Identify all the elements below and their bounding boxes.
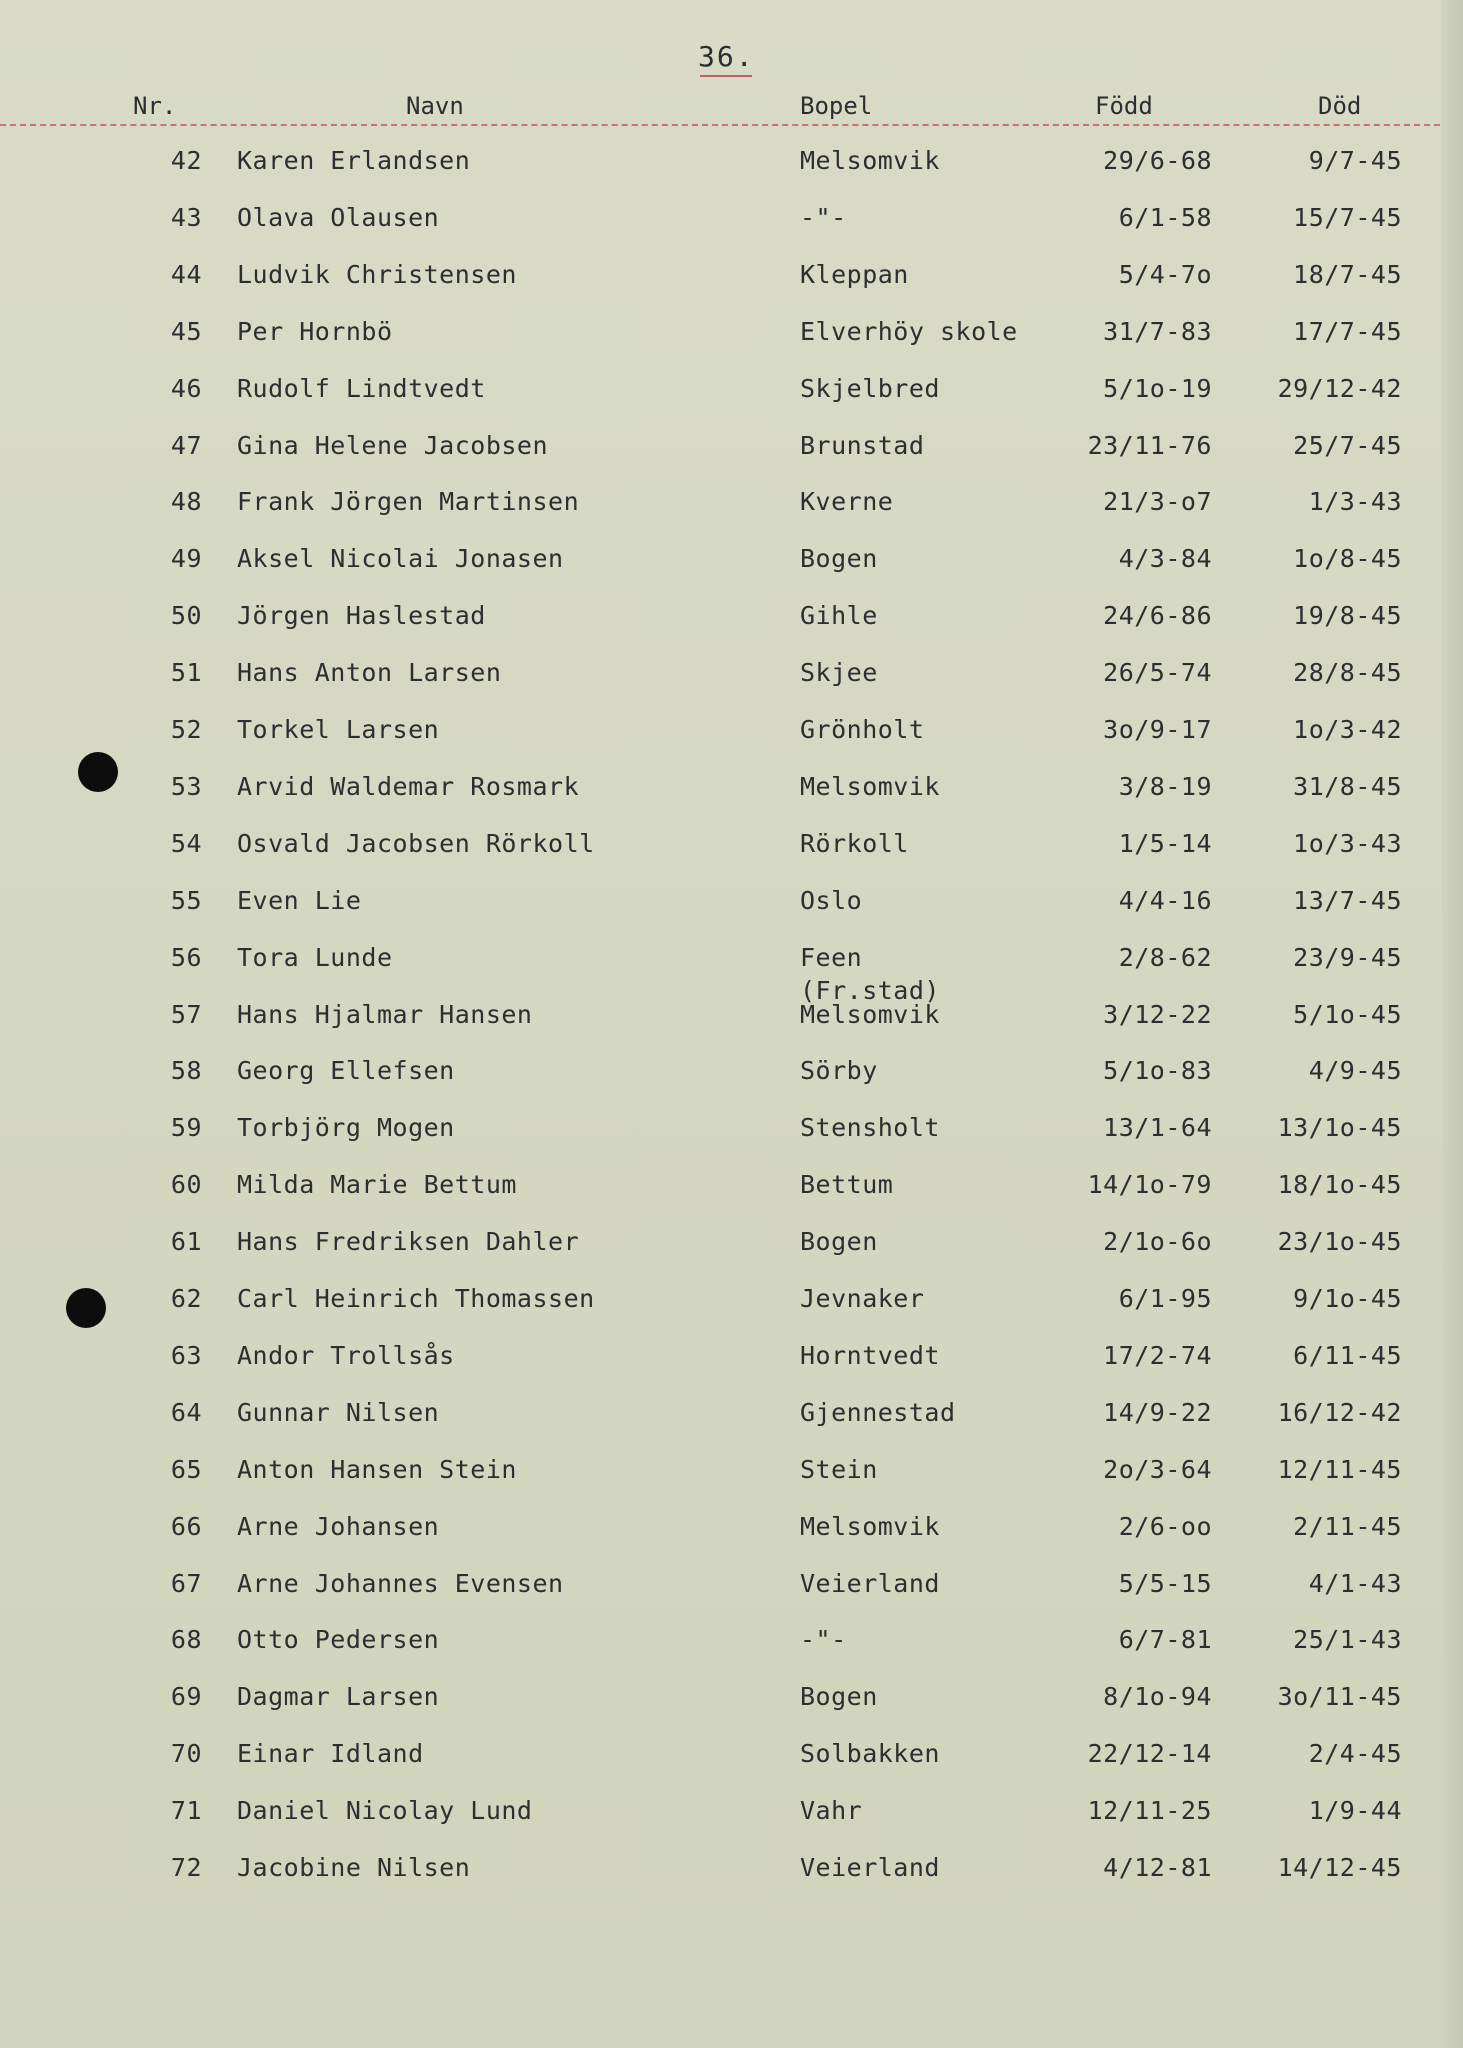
row-dod: 9/7-45 bbox=[1308, 146, 1402, 175]
row-fodt: 17/2-74 bbox=[1103, 1340, 1212, 1370]
row-fodt: 2/8-62 bbox=[1118, 942, 1212, 972]
row-fodt: 5/5-15 bbox=[1118, 1568, 1212, 1598]
row-navn: Per Hornbö bbox=[237, 316, 393, 346]
row-fodt: 31/7-83 bbox=[1103, 316, 1212, 346]
row-fodt: 3/8-19 bbox=[1118, 771, 1212, 801]
table-row bbox=[0, 368, 1463, 408]
row-nr: 53 bbox=[170, 771, 202, 801]
table-row bbox=[0, 1733, 1463, 1773]
row-bopel: Veierland bbox=[800, 1853, 940, 1882]
row-nr: 63 bbox=[170, 1340, 202, 1370]
row-nr: 43 bbox=[170, 202, 202, 232]
table-row bbox=[0, 1278, 1463, 1318]
table-row bbox=[0, 1847, 1463, 1887]
row-bopel: Melsomvik bbox=[800, 999, 940, 1029]
row-bopel: Brunstad bbox=[800, 430, 925, 460]
row-fodt: 12/11-25 bbox=[1087, 1796, 1212, 1826]
row-bopel: Gihle bbox=[800, 601, 878, 631]
row-nr: 44 bbox=[170, 259, 202, 289]
row-navn: Daniel Nicolay Lund bbox=[237, 1796, 533, 1826]
row-navn: Olava Olausen bbox=[237, 202, 440, 232]
row-dod: 28/8-45 bbox=[1293, 658, 1402, 688]
row-fodt: 3o/9-17 bbox=[1103, 715, 1212, 744]
row-dod: 16/12-42 bbox=[1277, 1397, 1402, 1427]
row-bopel: Bettum bbox=[800, 1170, 894, 1200]
table-row bbox=[0, 709, 1463, 749]
row-nr: 42 bbox=[170, 146, 202, 175]
row-nr: 55 bbox=[170, 885, 202, 915]
row-bopel: Melsomvik bbox=[800, 146, 940, 175]
row-navn: Karen Erlandsen bbox=[237, 146, 471, 175]
page-number: 36. bbox=[698, 40, 755, 73]
table-row bbox=[0, 1107, 1463, 1147]
row-nr: 64 bbox=[170, 1397, 202, 1427]
table-row bbox=[0, 425, 1463, 465]
row-dod: 1/9-44 bbox=[1308, 1796, 1402, 1826]
row-fodt: 4/4-16 bbox=[1118, 885, 1212, 915]
row-nr: 68 bbox=[170, 1625, 202, 1655]
row-dod: 13/1o-45 bbox=[1277, 1113, 1402, 1143]
table-row bbox=[0, 1050, 1463, 1090]
row-navn: Osvald Jacobsen Rörkoll bbox=[237, 828, 595, 858]
row-navn: Rudolf Lindtvedt bbox=[237, 373, 486, 403]
row-bopel: Skjelbred bbox=[800, 373, 940, 403]
row-navn: Carl Heinrich Thomassen bbox=[237, 1284, 595, 1313]
header-navn: Navn bbox=[406, 92, 464, 120]
row-fodt: 26/5-74 bbox=[1103, 658, 1212, 688]
row-bopel: -"- bbox=[800, 1625, 847, 1655]
table-row bbox=[0, 823, 1463, 863]
table-row bbox=[0, 1221, 1463, 1261]
row-fodt: 8/1o-94 bbox=[1103, 1682, 1212, 1712]
row-bopel: Bogen bbox=[800, 1227, 878, 1257]
row-nr: 48 bbox=[170, 487, 202, 517]
row-fodt: 4/3-84 bbox=[1118, 544, 1212, 574]
row-bopel: Veierland bbox=[800, 1568, 940, 1598]
table-row bbox=[0, 766, 1463, 806]
row-fodt: 1/5-14 bbox=[1118, 828, 1212, 858]
row-navn: Georg Ellefsen bbox=[237, 1056, 455, 1086]
row-bopel: Bogen bbox=[800, 544, 878, 574]
row-fodt: 14/9-22 bbox=[1103, 1397, 1212, 1427]
row-bopel: -"- bbox=[800, 202, 847, 232]
row-fodt: 6/1-95 bbox=[1118, 1284, 1212, 1313]
row-nr: 50 bbox=[170, 601, 202, 631]
table-header bbox=[0, 92, 1463, 126]
row-navn: Even Lie bbox=[237, 885, 362, 915]
row-navn: Jörgen Haslestad bbox=[237, 601, 486, 631]
row-fodt: 2/6-oo bbox=[1118, 1511, 1212, 1541]
row-bopel: Vahr bbox=[800, 1796, 863, 1826]
row-navn: Hans Anton Larsen bbox=[237, 658, 502, 688]
row-dod: 5/1o-45 bbox=[1293, 999, 1402, 1029]
row-dod: 23/1o-45 bbox=[1277, 1227, 1402, 1257]
row-bopel: Elverhöy skole bbox=[800, 316, 1018, 346]
table-row bbox=[0, 481, 1463, 521]
row-navn: Jacobine Nilsen bbox=[237, 1853, 471, 1882]
table-row bbox=[0, 1563, 1463, 1603]
row-bopel: Melsomvik bbox=[800, 771, 940, 801]
row-fodt: 22/12-14 bbox=[1087, 1739, 1212, 1769]
row-bopel: Horntvedt bbox=[800, 1340, 940, 1370]
row-dod: 25/1-43 bbox=[1293, 1625, 1402, 1655]
table-row bbox=[0, 1506, 1463, 1546]
table-row bbox=[0, 1335, 1463, 1375]
row-navn: Arne Johansen bbox=[237, 1511, 440, 1541]
row-dod: 31/8-45 bbox=[1293, 771, 1402, 801]
row-dod: 13/7-45 bbox=[1293, 885, 1402, 915]
header-nr: Nr. bbox=[133, 92, 177, 120]
row-nr: 54 bbox=[170, 828, 202, 858]
table-row bbox=[0, 1676, 1463, 1716]
row-nr: 59 bbox=[170, 1113, 202, 1143]
row-nr: 65 bbox=[170, 1454, 202, 1484]
row-fodt: 14/1o-79 bbox=[1087, 1170, 1212, 1200]
table-row bbox=[0, 311, 1463, 351]
row-navn: Arvid Waldemar Rosmark bbox=[237, 771, 580, 801]
row-fodt: 6/1-58 bbox=[1118, 202, 1212, 232]
row-fodt: 29/6-68 bbox=[1103, 146, 1212, 175]
table-row bbox=[0, 994, 1463, 1034]
row-nr: 47 bbox=[170, 430, 202, 460]
table-row bbox=[0, 1790, 1463, 1830]
row-dod: 23/9-45 bbox=[1293, 942, 1402, 972]
row-nr: 60 bbox=[170, 1170, 202, 1200]
row-nr: 49 bbox=[170, 544, 202, 574]
row-dod: 4/9-45 bbox=[1308, 1056, 1402, 1086]
row-nr: 71 bbox=[170, 1796, 202, 1826]
row-fodt: 24/6-86 bbox=[1103, 601, 1212, 631]
row-navn: Arne Johannes Evensen bbox=[237, 1568, 564, 1598]
row-navn: Torbjörg Mogen bbox=[237, 1113, 455, 1143]
row-navn: Anton Hansen Stein bbox=[237, 1454, 517, 1484]
row-bopel: Sörby bbox=[800, 1056, 878, 1086]
row-nr: 66 bbox=[170, 1511, 202, 1541]
header-bopel: Bopel bbox=[800, 92, 873, 120]
row-nr: 46 bbox=[170, 373, 202, 403]
row-bopel: Solbakken bbox=[800, 1739, 940, 1769]
row-dod: 15/7-45 bbox=[1293, 202, 1402, 232]
row-nr: 62 bbox=[170, 1284, 202, 1313]
row-nr: 67 bbox=[170, 1568, 202, 1598]
table-row bbox=[0, 1449, 1463, 1489]
table-row bbox=[0, 1619, 1463, 1659]
row-dod: 25/7-45 bbox=[1293, 430, 1402, 460]
row-dod: 6/11-45 bbox=[1293, 1340, 1402, 1370]
row-navn: Einar Idland bbox=[237, 1739, 424, 1769]
row-dod: 1o/8-45 bbox=[1293, 544, 1402, 574]
row-bopel: Stensholt bbox=[800, 1113, 940, 1143]
row-dod: 12/11-45 bbox=[1277, 1454, 1402, 1484]
row-fodt: 23/11-76 bbox=[1087, 430, 1212, 460]
table-row bbox=[0, 1392, 1463, 1432]
row-navn: Otto Pedersen bbox=[237, 1625, 440, 1655]
header-dod: Död bbox=[1318, 92, 1362, 120]
row-bopel: Bogen bbox=[800, 1682, 878, 1712]
row-bopel: Kverne bbox=[800, 487, 894, 517]
row-navn: Gina Helene Jacobsen bbox=[237, 430, 549, 460]
table-row bbox=[0, 880, 1463, 920]
header-rule bbox=[0, 124, 1440, 126]
row-fodt: 21/3-o7 bbox=[1103, 487, 1212, 517]
row-nr: 57 bbox=[170, 999, 202, 1029]
row-dod: 1o/3-42 bbox=[1293, 715, 1402, 744]
table-row bbox=[0, 1164, 1463, 1204]
bopel-note: (Fr.stad) bbox=[800, 976, 940, 1005]
row-nr: 52 bbox=[170, 715, 202, 744]
row-nr: 51 bbox=[170, 658, 202, 688]
row-fodt: 4/12-81 bbox=[1103, 1853, 1212, 1882]
row-navn: Hans Fredriksen Dahler bbox=[237, 1227, 580, 1257]
punch-hole-bottom bbox=[66, 1288, 106, 1328]
row-navn: Frank Jörgen Martinsen bbox=[237, 487, 580, 517]
row-nr: 58 bbox=[170, 1056, 202, 1086]
row-navn: Aksel Nicolai Jonasen bbox=[237, 544, 564, 574]
row-dod: 4/1-43 bbox=[1308, 1568, 1402, 1598]
row-dod: 1/3-43 bbox=[1308, 487, 1402, 517]
row-navn: Milda Marie Bettum bbox=[237, 1170, 517, 1200]
row-dod: 1o/3-43 bbox=[1293, 828, 1402, 858]
row-bopel: Jevnaker bbox=[800, 1284, 925, 1313]
row-fodt: 5/4-7o bbox=[1118, 259, 1212, 289]
table-row bbox=[0, 140, 1463, 180]
row-dod: 29/12-42 bbox=[1277, 373, 1402, 403]
header-fodt: Född bbox=[1095, 92, 1153, 120]
row-nr: 56 bbox=[170, 942, 202, 972]
row-dod: 2/11-45 bbox=[1293, 1511, 1402, 1541]
row-bopel: Gjennestad bbox=[800, 1397, 956, 1427]
table-row bbox=[0, 254, 1463, 294]
row-navn: Hans Hjalmar Hansen bbox=[237, 999, 533, 1029]
row-bopel: Melsomvik bbox=[800, 1511, 940, 1541]
row-dod: 9/1o-45 bbox=[1293, 1284, 1402, 1313]
row-fodt: 2/1o-6o bbox=[1103, 1227, 1212, 1257]
punch-hole-top bbox=[78, 752, 118, 792]
row-dod: 2/4-45 bbox=[1308, 1739, 1402, 1769]
table-row bbox=[0, 595, 1463, 635]
table-row bbox=[0, 937, 1463, 977]
row-nr: 61 bbox=[170, 1227, 202, 1257]
row-fodt: 6/7-81 bbox=[1118, 1625, 1212, 1655]
row-navn: Andor Trollsås bbox=[237, 1340, 455, 1370]
row-nr: 70 bbox=[170, 1739, 202, 1769]
table-row bbox=[0, 197, 1463, 237]
row-bopel: Feen bbox=[800, 942, 863, 972]
row-bopel: Rörkoll bbox=[800, 828, 909, 858]
row-navn: Tora Lunde bbox=[237, 942, 393, 972]
row-nr: 45 bbox=[170, 316, 202, 346]
page-number-underline bbox=[700, 75, 752, 77]
row-navn: Dagmar Larsen bbox=[237, 1682, 440, 1712]
table-row bbox=[0, 652, 1463, 692]
row-fodt: 5/1o-83 bbox=[1103, 1056, 1212, 1086]
row-fodt: 2o/3-64 bbox=[1103, 1454, 1212, 1484]
row-navn: Torkel Larsen bbox=[237, 715, 440, 744]
row-fodt: 3/12-22 bbox=[1103, 999, 1212, 1029]
row-fodt: 13/1-64 bbox=[1103, 1113, 1212, 1143]
row-bopel: Stein bbox=[800, 1454, 878, 1484]
row-bopel: Skjee bbox=[800, 658, 878, 688]
row-fodt: 5/1o-19 bbox=[1103, 373, 1212, 403]
row-dod: 3o/11-45 bbox=[1277, 1682, 1402, 1712]
row-bopel: Grönholt bbox=[800, 715, 925, 744]
row-nr: 72 bbox=[170, 1853, 202, 1882]
row-dod: 14/12-45 bbox=[1277, 1853, 1402, 1882]
row-navn: Ludvik Christensen bbox=[237, 259, 517, 289]
row-dod: 19/8-45 bbox=[1293, 601, 1402, 631]
row-dod: 18/7-45 bbox=[1293, 259, 1402, 289]
row-dod: 18/1o-45 bbox=[1277, 1170, 1402, 1200]
table-row bbox=[0, 538, 1463, 578]
row-nr: 69 bbox=[170, 1682, 202, 1712]
row-bopel: Oslo bbox=[800, 885, 863, 915]
row-navn: Gunnar Nilsen bbox=[237, 1397, 440, 1427]
row-bopel: Kleppan bbox=[800, 259, 909, 289]
row-dod: 17/7-45 bbox=[1293, 316, 1402, 346]
